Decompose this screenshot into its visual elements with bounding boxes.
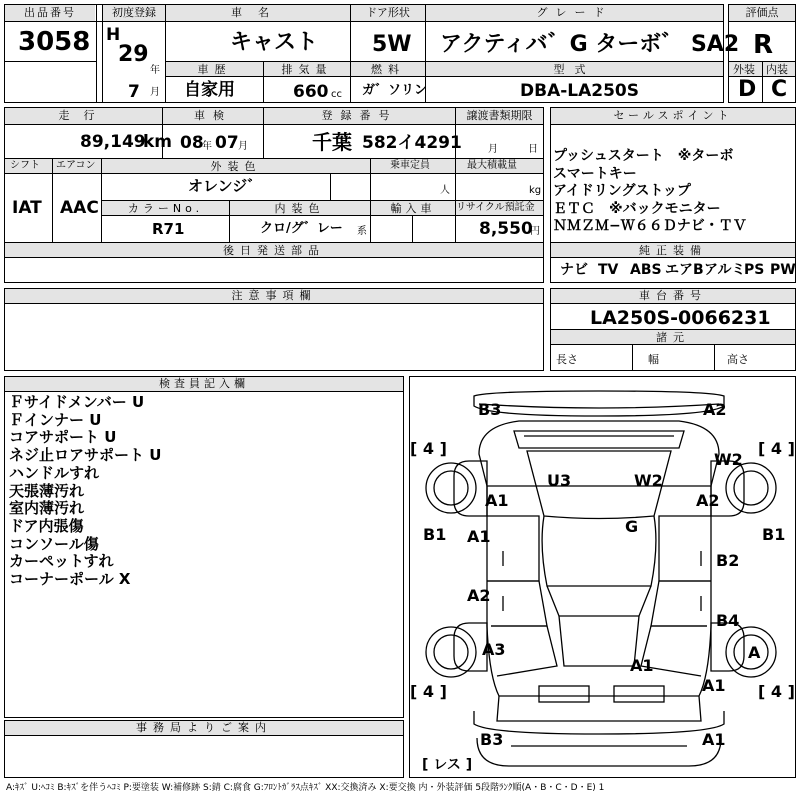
capacity-unit: 人: [440, 185, 450, 196]
first-reg-year: 29: [118, 42, 149, 67]
interior-color: クロ/グ゛レー: [260, 221, 343, 236]
first-reg-month-unit: 月: [150, 87, 160, 98]
inspector-note: Ｆサイドメンバー U: [9, 393, 145, 411]
code-front-right-mid: A2: [696, 491, 720, 510]
recycle-label: リサイクル預託金: [456, 202, 535, 213]
spare-tire-label: [ レス ]: [422, 757, 473, 773]
insp-year-unit: 年: [202, 141, 212, 152]
interior-color-label: 内装色: [274, 202, 326, 215]
code-front-bumper-left: B3: [478, 400, 502, 419]
recycle-unit: 円: [530, 226, 540, 237]
legend: A:ｷｽﾞ U:ﾍｺﾐ B:ｷｽﾞを伴うﾍｺﾐ P:要塗装 W:補修跡 S:錆 C:腐食 G:ﾌﾛﾝﾄｶﾞﾗｽ点ｷｽﾞ XX:交換済み X:要交換 内・外装評価 5段階ﾗﾝｸ順(A・B・C・D・E) 1: [6, 783, 605, 793]
equip-abs: ABS: [630, 262, 662, 278]
shift-label: シフト: [10, 160, 40, 171]
height-label: 高さ: [727, 353, 749, 366]
mileage: 89,149: [80, 132, 146, 152]
code-hood-left: U3: [547, 471, 572, 490]
interior-label: 内装: [766, 63, 788, 76]
code-fender-right: W2: [714, 450, 743, 469]
first-reg-label: 初度登録: [112, 6, 156, 19]
tire-rl-label: [ 4 ]: [410, 682, 447, 701]
transfer-label: 譲渡書類期限: [466, 109, 533, 122]
code-rear-wheel-right: A: [748, 643, 761, 662]
grade-label: グレード: [536, 6, 613, 19]
inspector-note: 天張薄汚れ: [9, 481, 85, 500]
tire-fr-label: [ 4 ]: [758, 439, 795, 458]
transfer-day: 日: [528, 144, 538, 155]
sales-points-list: [553, 148, 793, 236]
fuel: ガ゛ソリン: [362, 83, 428, 98]
sales-point: アイドリングストップ: [553, 183, 691, 200]
equip-alloy: アルミ: [704, 262, 746, 278]
inspector-note: カーペットすれ: [9, 552, 114, 571]
later-parts-label: 後日発送部品: [223, 244, 325, 257]
code-rear-quarter-right: A1: [702, 676, 726, 695]
score-label: 評価点: [745, 6, 779, 19]
displacement: 660: [293, 82, 329, 102]
ac-label: エアコン: [56, 160, 96, 171]
code-rear-door-right: B4: [716, 611, 740, 630]
code-rear-bumper-left: B3: [480, 730, 504, 749]
sales-point: ＥＴＣ ※バックモニター: [553, 200, 721, 217]
code-front-bumper-right: A2: [703, 400, 727, 419]
exterior-grade: D: [738, 77, 757, 102]
color-no-label: カラーNo.: [127, 202, 204, 215]
mileage-unit: km: [143, 132, 173, 152]
equip-label: 純正装備: [639, 244, 707, 257]
code-left-pillar: B1: [423, 525, 447, 544]
code-front-door-right: B2: [716, 551, 740, 570]
first-reg-month: 7: [128, 82, 140, 102]
notes-label: 注意事項欄: [231, 289, 317, 302]
displacement-label: 排気量: [281, 63, 333, 76]
tire-rr-label: [ 4 ]: [758, 682, 795, 701]
inspector-note: 室内薄汚れ: [9, 499, 85, 518]
inspector-note: コーナーポール X: [9, 570, 131, 589]
first-reg-year-unit: 年: [150, 65, 160, 76]
equip-navi: ナビ: [560, 262, 588, 278]
code-rear-door-left: A2: [467, 586, 491, 605]
sales-point: ＮＭＺＭ−Ｗ６６Ｄナビ・ＴＶ: [553, 218, 747, 235]
inspector-note: ネジ止ロアサポート U: [9, 446, 162, 465]
width-label: 幅: [648, 353, 659, 366]
inspector-note: Ｆインナー U: [9, 410, 102, 429]
doors: 5W: [372, 32, 412, 57]
equip-pw: PW: [770, 262, 796, 278]
doors-label: ドア形状: [366, 6, 410, 19]
load-unit: kg: [529, 185, 542, 196]
score: R: [753, 30, 774, 60]
interior-grade: C: [771, 77, 788, 102]
inspector-note: ハンドルすれ: [9, 463, 100, 482]
history: 自家用: [184, 80, 235, 100]
code-hood-right: W2: [634, 471, 663, 490]
plate-area: 千葉: [312, 130, 352, 154]
fuel-label: 燃料: [371, 63, 405, 76]
plate-label: 登録番号: [321, 109, 398, 122]
equip-ps: PS: [744, 262, 765, 278]
color: オレンジ゛: [188, 177, 263, 195]
tire-fl-label: [ 4 ]: [410, 439, 447, 458]
inspector-note: ドア内張傷: [9, 516, 84, 535]
transfer-month: 月: [488, 144, 498, 155]
recycle: 8,550: [479, 219, 533, 239]
ac: AAC: [60, 198, 99, 218]
insp-year: 08: [180, 133, 204, 153]
load-label: 最大積載量: [467, 160, 517, 171]
lot-no: 3058: [18, 27, 91, 57]
mileage-label: 走行: [58, 109, 109, 122]
first-reg-era: H: [106, 25, 121, 45]
lot-no-label: 出品番号: [24, 6, 76, 19]
length-label: 長さ: [556, 353, 578, 366]
inspection-label: 車検: [194, 109, 232, 122]
dims-label: 諸元: [656, 331, 690, 344]
car-diagram: [409, 376, 796, 778]
code-fender-left: A1: [485, 491, 509, 510]
inspector-label: 検査員記入欄: [159, 377, 249, 390]
exterior-label: 外装: [733, 63, 755, 76]
import-label: 輸入車: [390, 202, 436, 215]
grade: アクティバ゛G ターボ゛ SA2: [440, 32, 740, 57]
sales-point: スマートキー: [553, 165, 637, 182]
color-label: 外装色: [210, 160, 262, 173]
code-right-pillar: B1: [762, 525, 786, 544]
displacement-unit: cc: [331, 89, 342, 100]
inspector-notes-list: [9, 394, 399, 589]
history-label: 車歴: [197, 63, 232, 76]
inspector-note: コンソール傷: [9, 534, 99, 553]
code-tailgate: A1: [630, 656, 654, 675]
code-rear-bumper-right: A1: [702, 730, 726, 749]
sales-label: セールスポイント: [613, 109, 733, 122]
car-name-label: 車名: [231, 6, 285, 19]
model: DBA-LA250S: [520, 81, 639, 101]
insp-month-unit: 月: [238, 141, 248, 152]
office-label: 事務局よりご案内: [136, 721, 272, 734]
sales-point: プッシュスタート ※ターボ: [553, 148, 734, 164]
model-label: 型式: [553, 63, 596, 76]
car-name: キャスト: [230, 30, 319, 55]
code-rear-fender-left: A3: [482, 640, 506, 659]
chassis-label: 車台番号: [639, 289, 707, 302]
capacity-label: 乗車定員: [390, 160, 430, 171]
chassis-number: LA250S-0066231: [590, 307, 771, 329]
insp-month: 07: [215, 133, 239, 153]
plate-num: 582イ4291: [362, 133, 462, 153]
shift: IAT: [12, 198, 42, 218]
equip-tv: TV: [598, 262, 619, 278]
color-no: R71: [152, 220, 185, 238]
code-roof: G: [625, 517, 639, 536]
inspector-note: コアサポート U: [9, 428, 117, 447]
equip-airbag: エアB: [665, 262, 704, 278]
interior-color-suffix: 系: [357, 226, 367, 237]
code-front-door-left: A1: [467, 527, 491, 546]
